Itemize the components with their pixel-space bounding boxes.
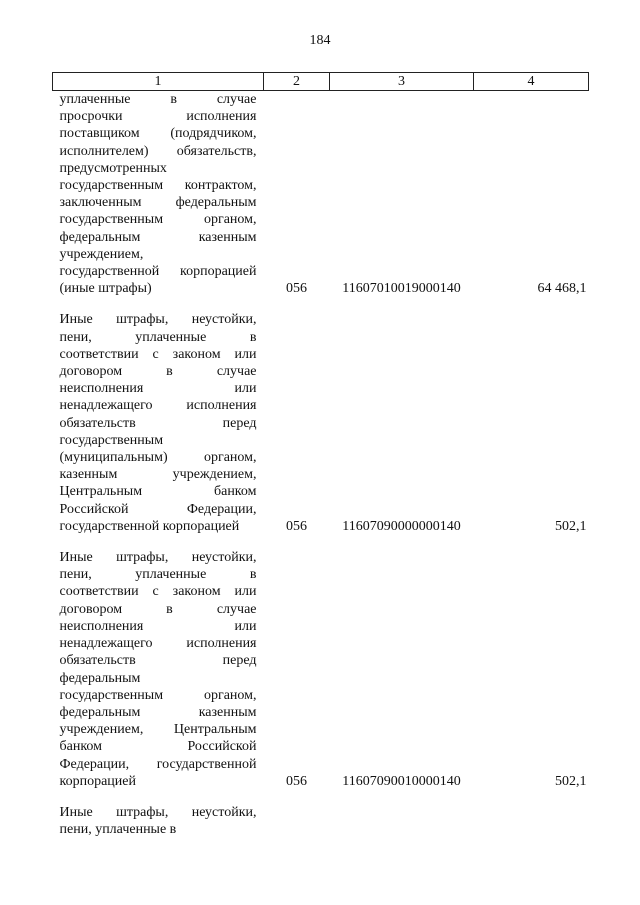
row-name-line: пени, уплаченные в xyxy=(59,567,257,583)
row-name-line: (муниципальным) органом, xyxy=(59,450,257,466)
header-col-3: 3 xyxy=(330,73,474,91)
row-name-line: неисполнения или xyxy=(59,381,257,397)
budget-table xyxy=(52,72,589,838)
row-name-line: учреждением, xyxy=(59,246,144,262)
row-name-cell xyxy=(53,549,264,790)
row-name-line: Иные штрафы, неустойки, xyxy=(59,550,257,566)
row-spacer xyxy=(53,535,589,549)
row-name-line: договором в случае xyxy=(59,601,257,617)
row-name-line: государственным контрактом, xyxy=(59,178,257,194)
row-spacer xyxy=(53,790,589,804)
row-name-line: федеральным казенным xyxy=(59,229,257,245)
row-amount-cell xyxy=(474,804,589,838)
row-name-line: соответствии с законом или xyxy=(59,584,257,600)
row-name-cell xyxy=(53,91,264,298)
row-code-cell: 11607090010000140 xyxy=(342,773,461,789)
row-name-line: Иные штрафы, неустойки, xyxy=(59,804,257,820)
row-name-line: Федерации, государственной xyxy=(59,756,257,772)
row-name-line: учреждением, Центральным xyxy=(59,722,257,738)
row-code-cell: 11607010019000140 xyxy=(342,281,461,297)
table-row xyxy=(53,549,589,790)
row-name-line: банком Российской xyxy=(59,739,257,755)
table-row xyxy=(53,91,589,298)
row-chapter-cell: 056 xyxy=(286,518,307,534)
row-name-cell xyxy=(53,311,264,535)
row-amount-cell: 64 468,1 xyxy=(537,281,587,297)
row-name-line: Иные штрафы, неустойки, xyxy=(59,312,257,328)
row-name-line: корпорацией xyxy=(59,773,136,789)
header-col-1: 1 xyxy=(53,73,264,91)
table-body xyxy=(53,91,589,839)
row-name-line: государственным xyxy=(59,432,164,448)
row-chapter-cell xyxy=(264,804,330,838)
table-header xyxy=(53,73,589,91)
row-name-line: просрочки исполнения xyxy=(59,109,257,125)
row-name-line: ненадлежащего исполнения xyxy=(59,398,257,414)
row-name-line: федеральным казенным xyxy=(59,704,257,720)
header-col-2: 2 xyxy=(264,73,330,91)
row-name-line: поставщиком (подрядчиком, xyxy=(59,126,257,142)
row-name-line: пени, уплаченные в xyxy=(59,822,177,838)
row-name-line: государственным органом, xyxy=(59,212,257,228)
row-name-line: казенным учреждением, xyxy=(59,467,257,483)
row-name-line: предусмотренных xyxy=(59,160,167,176)
row-code-cell xyxy=(330,804,474,838)
row-name-line: обязательств перед xyxy=(59,415,257,431)
row-name-line: соответствии с законом или xyxy=(59,346,257,362)
row-name-line: ненадлежащего исполнения xyxy=(59,636,257,652)
row-name-line: исполнителем) обязательств, xyxy=(59,143,257,159)
row-code-cell: 11607090000000140 xyxy=(342,518,461,534)
table-row xyxy=(53,804,589,838)
row-name-line: уплаченные в случае xyxy=(59,92,257,107)
row-name-cell xyxy=(53,804,264,838)
table-row xyxy=(53,311,589,535)
row-name-line: государственной корпорацией xyxy=(59,518,240,534)
page-number: 184 xyxy=(309,33,331,48)
row-name-line: договором в случае xyxy=(59,364,257,380)
row-chapter-cell: 056 xyxy=(286,773,307,789)
row-spacer xyxy=(53,297,589,311)
row-name-line: Российской Федерации, xyxy=(59,501,257,517)
row-chapter-cell: 056 xyxy=(286,281,307,297)
row-name-line: обязательств перед xyxy=(59,653,257,669)
header-col-4: 4 xyxy=(474,73,589,91)
row-name-line: государственным органом, xyxy=(59,687,257,703)
row-amount-cell: 502,1 xyxy=(555,518,587,534)
row-name-line: заключенным федеральным xyxy=(59,195,257,211)
row-name-line: неисполнения или xyxy=(59,618,257,634)
row-name-line: (иные штрафы) xyxy=(59,281,152,297)
row-name-line: Центральным банком xyxy=(59,484,257,500)
row-amount-cell: 502,1 xyxy=(555,773,587,789)
row-name-line: государственной корпорацией xyxy=(59,264,257,280)
row-name-line: федеральным xyxy=(59,670,141,686)
row-name-line: пени, уплаченные в xyxy=(59,329,257,345)
